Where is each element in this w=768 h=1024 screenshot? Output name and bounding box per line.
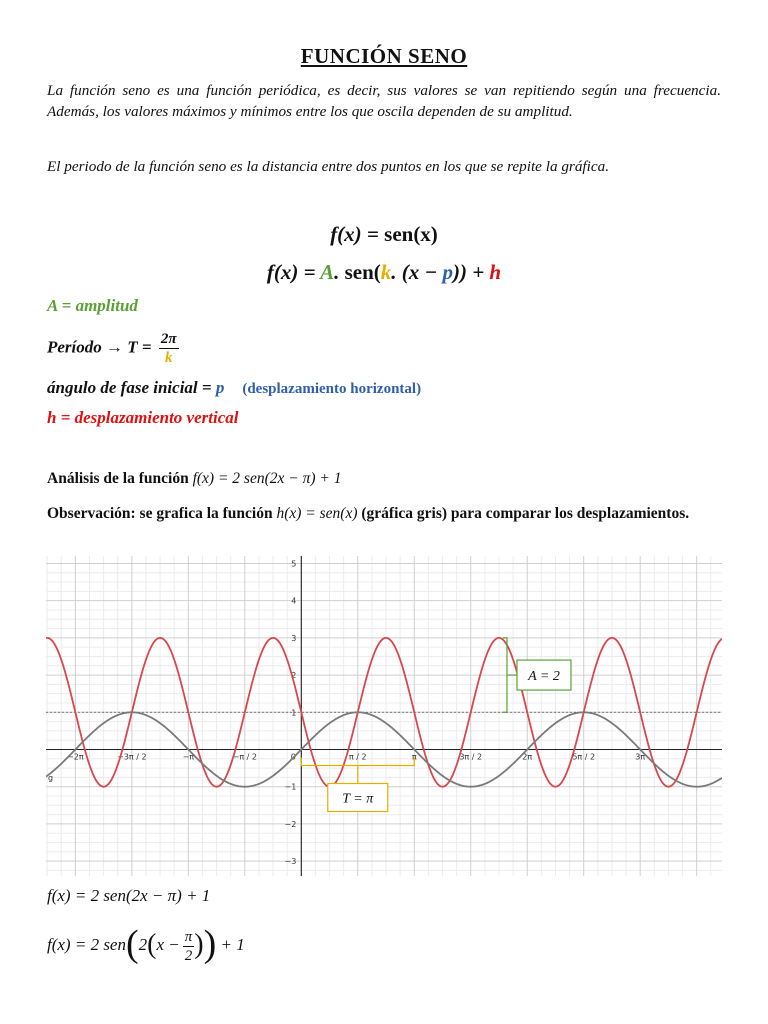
x-tick-label: 3π / 2 xyxy=(459,752,483,762)
x-tick-label: 5π / 2 xyxy=(572,752,596,762)
y-tick-label: −2 xyxy=(284,819,297,829)
amplitude-label: A = 2 xyxy=(528,669,560,685)
period-definition: Período → T = $\frac{2\pi}{k}$ xyxy=(47,331,177,366)
period-paragraph: El periodo de la función seno es la distancia entre dos puntos en los que se repite la gráfica. xyxy=(47,158,610,175)
page-title: FUNCIÓN SENO xyxy=(300,44,468,68)
eq-p-symbol: p xyxy=(442,260,453,284)
x-tick-label: 2π xyxy=(522,752,533,762)
intro-paragraph: La función seno es una función periódica, es decir, sus valores se van repitiendo según una frecuencia. Además, los valores máximos y mínimos entre los que oscila dependen de su amplitud. xyxy=(47,82,721,120)
series-h-label: g xyxy=(48,773,54,783)
sine-graph xyxy=(46,556,722,876)
formula-line-1: f(x) = 2 sen(2x − π) + 1 xyxy=(47,886,211,905)
eq-k-symbol: k xyxy=(380,260,392,284)
eq-amplitude-symbol: A xyxy=(320,260,335,284)
y-tick-label: 2 xyxy=(291,671,297,681)
observation-text: Observación: se grafica la función h(x) = sen(x) (gráfica gris) para comparar los desplazamientos. xyxy=(47,505,690,522)
y-tick-label: 4 xyxy=(291,596,297,606)
y-tick-label: 3 xyxy=(291,633,297,643)
phase-note: (desplazamiento horizontal) xyxy=(242,381,422,397)
y-tick-label: −3 xyxy=(284,857,297,867)
x-tick-label: −π / 2 xyxy=(232,752,258,762)
y-tick-label: 5 xyxy=(291,559,297,569)
x-tick-label: −3π / 2 xyxy=(117,752,147,762)
eq-h-symbol: h xyxy=(489,260,502,284)
x-tick-label: −π xyxy=(182,752,195,762)
x-tick-label: −2π xyxy=(67,752,84,762)
formula-line-2: f(x) = 2 sen(2(x − $\frac{\pi}{2}$ )) + 1 xyxy=(47,923,245,965)
general-sine-equation: f(x) = A. sen(k. (x − p)) + h xyxy=(266,260,502,284)
phase-definition: ángulo de fase inicial = p (desplazamiento horizontal) xyxy=(47,378,422,397)
y-tick-label: 1 xyxy=(291,708,297,718)
y-tick-label: −1 xyxy=(284,782,297,792)
analysis-heading: Análisis de la función f(x) = 2 sen(2x − π) + 1 xyxy=(47,470,342,487)
amplitude-definition: A = amplitud xyxy=(47,296,138,315)
period-label: T = π xyxy=(342,791,374,807)
x-tick-label: 3π xyxy=(635,752,646,762)
x-tick-label: 0 xyxy=(290,752,296,762)
vertical-shift-definition: h = desplazamiento vertical xyxy=(47,408,239,427)
basic-sine-equation: f(x) = sen(x) xyxy=(330,222,438,246)
x-tick-label: π xyxy=(411,752,417,762)
x-tick-label: π / 2 xyxy=(348,752,367,762)
